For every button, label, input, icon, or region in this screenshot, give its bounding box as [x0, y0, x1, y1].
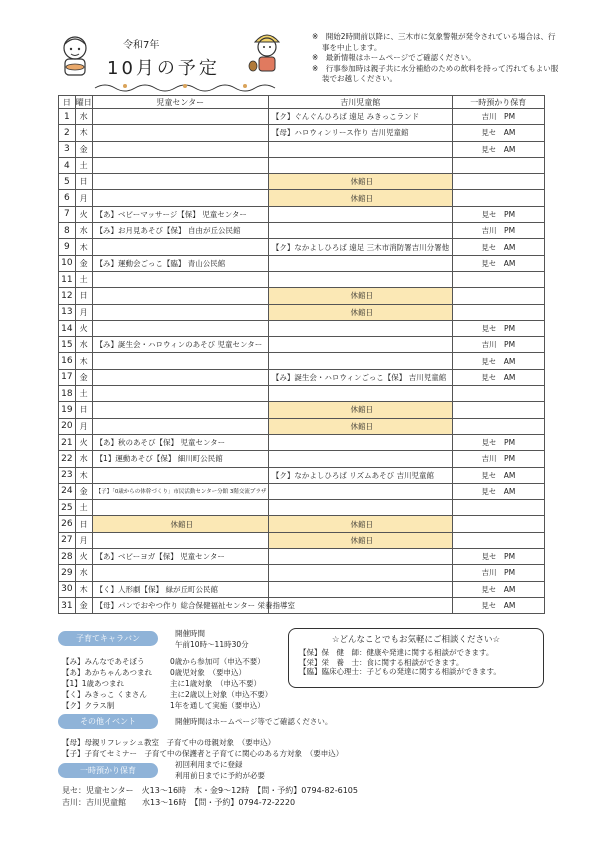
table-row: [59, 141, 545, 157]
day-cell: 26: [59, 516, 76, 532]
weekday-cell: 金: [75, 597, 92, 613]
temporary-care-cell: [452, 271, 544, 287]
table-row: [59, 483, 545, 499]
children-center-cell: 【母】パンでおやつ作り 総合保健福祉センター 栄養指導室: [92, 597, 268, 613]
day-cell: 21: [59, 434, 76, 450]
weekday-cell: 木: [75, 239, 92, 255]
children-center-cell: 【く】人形劇【保】 緑が丘町公民館: [92, 581, 268, 597]
table-row: [59, 239, 545, 255]
table-row: [59, 418, 545, 434]
table-row: [59, 353, 545, 369]
children-center-cell: 【子】「0歳からの体幹づくり」市民活動センター分館 3階交流プラザ: [92, 483, 268, 499]
children-center-cell: [92, 271, 268, 287]
children-center-cell: [92, 418, 268, 434]
temporary-care-cell: 見セ AM: [452, 255, 544, 271]
weekday-cell: 月: [75, 304, 92, 320]
caravan-item-name: 【1】1歳あつまれ: [62, 679, 125, 688]
yokawa-hall-cell: [268, 206, 452, 222]
weekday-cell: 日: [75, 288, 92, 304]
temporary-care-cell: 吉川 PM: [452, 451, 544, 467]
caravan-item: [62, 667, 282, 678]
temporary-care-cell: [452, 288, 544, 304]
children-center-cell: [92, 320, 268, 336]
caravan-hours: [175, 628, 249, 650]
caravan-item: [62, 678, 282, 689]
yokawa-hall-cell: [268, 581, 452, 597]
yokawa-hall-cell: 休館日: [268, 174, 452, 190]
yokawa-hall-cell: [268, 223, 452, 239]
yokawa-hall-cell: 【ク】ぐんぐんひろば 遠足 みきっこランド: [268, 109, 452, 125]
children-center-cell: 【あ】ベビーヨガ【保】 児童センター: [92, 549, 268, 565]
event-item: 【母】母親リフレッシュ教室 子育て中の母親対象 （要申込）: [62, 738, 276, 747]
event-item: 【子】子育てセミナー 子育て中の保護者と子育てに関心のある方対象 （要申込）: [62, 749, 344, 758]
table-row: [59, 255, 545, 271]
consultation-row: 【保】保 健 師：健康や発達に関する相談ができます。: [299, 648, 494, 657]
caravan-hours-title: 開催時間: [175, 629, 205, 638]
weekday-cell: 金: [75, 255, 92, 271]
yokawa-hall-cell: [268, 434, 452, 450]
table-row: [59, 402, 545, 418]
consultation-row: 【臨】臨床心理士：子どもの発達に関する相談ができます。: [299, 667, 501, 676]
children-center-cell: [92, 369, 268, 385]
weekday-cell: 水: [75, 109, 92, 125]
temporary-care-cell: 見セ AM: [452, 369, 544, 385]
day-cell: 10: [59, 255, 76, 271]
temporary-care-cell: [452, 402, 544, 418]
day-cell: 30: [59, 581, 76, 597]
weekday-cell: 火: [75, 549, 92, 565]
yokawa-hall-cell: 休館日: [268, 402, 452, 418]
temporary-care-cell: 見セ AM: [452, 597, 544, 613]
children-center-cell: [92, 565, 268, 581]
weekday-cell: 水: [75, 337, 92, 353]
children-center-cell: 【み】誕生会・ハロウィンのあそび 児童センター: [92, 337, 268, 353]
yokawa-hall-cell: 【ク】なかよしひろば 遠足 三木市消防署吉川分署他: [268, 239, 452, 255]
day-cell: 19: [59, 402, 76, 418]
day-cell: 11: [59, 271, 76, 287]
day-cell: 29: [59, 565, 76, 581]
yokawa-hall-cell: [268, 549, 452, 565]
day-cell: 3: [59, 141, 76, 157]
yokawa-hall-cell: [268, 255, 452, 271]
child-illustration-icon: [55, 34, 95, 82]
table-row: [59, 174, 545, 190]
weekday-cell: 日: [75, 402, 92, 418]
header-children-center: 児童センター: [92, 96, 268, 109]
table-row: [59, 320, 545, 336]
temporary-care-cell: [452, 500, 544, 516]
weekday-cell: 日: [75, 516, 92, 532]
yokawa-hall-cell: [268, 386, 452, 402]
events-label: その他イベント: [58, 714, 158, 729]
day-cell: 1: [59, 109, 76, 125]
yokawa-hall-cell: [268, 353, 452, 369]
children-center-cell: [92, 304, 268, 320]
page-header: [55, 30, 285, 100]
children-center-cell: [92, 353, 268, 369]
children-center-cell: [92, 386, 268, 402]
day-cell: 12: [59, 288, 76, 304]
yokawa-hall-cell: [268, 565, 452, 581]
weekday-cell: 土: [75, 500, 92, 516]
yokawa-hall-cell: [268, 451, 452, 467]
table-row: [59, 581, 545, 597]
events-note: 開催時間はホームページ等でご確認ください。: [175, 717, 333, 726]
note-item: ※ 行事参加時は親子共に水分補給のための飲料を持って汚れてもよい服装でお越しください。: [312, 63, 559, 83]
children-center-cell: [92, 190, 268, 206]
day-cell: 17: [59, 369, 76, 385]
caravan-item-name: 【み】みんなであそぼう: [62, 657, 145, 666]
day-cell: 25: [59, 500, 76, 516]
consultation-box: [288, 628, 544, 688]
caravan-list: [62, 656, 282, 711]
table-row: [59, 206, 545, 222]
yokawa-hall-cell: [268, 500, 452, 516]
yokawa-hall-cell: 【ク】なかよしひろば リズムあそび 吉川児童館: [268, 467, 452, 483]
yokawa-hall-cell: 休館日: [268, 288, 452, 304]
children-center-cell: [92, 288, 268, 304]
day-cell: 15: [59, 337, 76, 353]
temporary-care-cell: 見セ PM: [452, 206, 544, 222]
children-center-cell: [92, 125, 268, 141]
weekday-cell: 火: [75, 206, 92, 222]
yokawa-hall-cell: [268, 320, 452, 336]
table-row: [59, 549, 545, 565]
yokawa-hall-cell: 【母】ハロウィンリース作り 吉川児童館: [268, 125, 452, 141]
temporary-care-cell: 見セ AM: [452, 141, 544, 157]
table-row: [59, 532, 545, 548]
table-row: [59, 337, 545, 353]
weekday-cell: 日: [75, 174, 92, 190]
childcare-notes: [175, 759, 265, 781]
child-with-acorn-icon: [247, 30, 287, 78]
schedule-table: [58, 95, 545, 614]
weekday-cell: 土: [75, 157, 92, 173]
weekday-cell: 月: [75, 532, 92, 548]
caravan-label: 子育てキャラバン: [58, 631, 158, 646]
note-item: ※ 最新情報はホームページでご確認ください。: [312, 53, 476, 62]
yokawa-hall-cell: 休館日: [268, 190, 452, 206]
header-temporary-care: 一時預かり保育: [452, 96, 544, 109]
day-cell: 8: [59, 223, 76, 239]
weekday-cell: 月: [75, 418, 92, 434]
leaf-border-icon: [95, 82, 275, 94]
weekday-cell: 木: [75, 125, 92, 141]
caravan-item: [62, 656, 282, 667]
yokawa-hall-cell: 【み】誕生会・ハロウィンごっこ【保】 吉川児童館: [268, 369, 452, 385]
childcare-contact-line: 吉川：吉川児童館 水13～16時 【問・予約】0794-72-2220: [62, 798, 296, 807]
temporary-care-cell: 吉川 PM: [452, 565, 544, 581]
weekday-cell: 金: [75, 141, 92, 157]
temporary-care-cell: 見セ AM: [452, 239, 544, 255]
children-center-cell: [92, 239, 268, 255]
children-center-cell: 【あ】秋のあそび【保】 児童センター: [92, 434, 268, 450]
childcare-label: 一時預かり保育: [58, 763, 158, 778]
day-cell: 23: [59, 467, 76, 483]
day-cell: 9: [59, 239, 76, 255]
events-list: [62, 737, 343, 759]
table-header-row: [59, 96, 545, 109]
day-cell: 22: [59, 451, 76, 467]
weekday-cell: 木: [75, 353, 92, 369]
weekday-cell: 木: [75, 581, 92, 597]
day-cell: 16: [59, 353, 76, 369]
header-weekday: 曜日: [75, 97, 92, 107]
childcare-note: 利用前日までに予約が必要: [175, 771, 265, 780]
caravan-item-target: 0歳児対象 （要申込）: [170, 668, 247, 677]
children-center-cell: [92, 532, 268, 548]
yokawa-hall-cell: [268, 271, 452, 287]
day-cell: 6: [59, 190, 76, 206]
children-center-cell: [92, 141, 268, 157]
weekday-cell: 火: [75, 434, 92, 450]
day-cell: 13: [59, 304, 76, 320]
day-cell: 31: [59, 597, 76, 613]
table-row: [59, 451, 545, 467]
temporary-care-cell: [452, 157, 544, 173]
weekday-cell: 水: [75, 451, 92, 467]
day-cell: 7: [59, 206, 76, 222]
temporary-care-cell: [452, 304, 544, 320]
weekday-cell: 金: [75, 483, 92, 499]
day-cell: 20: [59, 418, 76, 434]
children-center-cell: [92, 402, 268, 418]
table-row: [59, 467, 545, 483]
era-label: 令和7年: [123, 40, 160, 51]
temporary-care-cell: 見セ PM: [452, 434, 544, 450]
childcare-contact-line: 見セ：児童センター 火13～16時 木・金9～12時 【問・予約】0794-82-6105: [62, 786, 358, 795]
children-center-cell: [92, 109, 268, 125]
yokawa-hall-cell: 休館日: [268, 304, 452, 320]
yokawa-hall-cell: 休館日: [268, 418, 452, 434]
weekday-cell: 水: [75, 223, 92, 239]
temporary-care-cell: 見セ AM: [452, 483, 544, 499]
temporary-care-cell: 見セ PM: [452, 549, 544, 565]
yokawa-hall-cell: [268, 483, 452, 499]
header-yokawa-hall: 吉川児童館: [268, 96, 452, 109]
children-center-cell: 【あ】ベビーマッサージ【保】 児童センター: [92, 206, 268, 222]
caravan-item-name: 【ク】クラス制: [62, 701, 115, 710]
temporary-care-cell: [452, 386, 544, 402]
weekday-cell: 水: [75, 565, 92, 581]
yokawa-hall-cell: [268, 337, 452, 353]
children-center-cell: 【1】運動あそび【保】 細川町公民館: [92, 451, 268, 467]
header-day: 日: [59, 96, 76, 109]
day-cell: 4: [59, 157, 76, 173]
table-row: [59, 434, 545, 450]
caravan-item: [62, 700, 282, 711]
table-row: [59, 223, 545, 239]
caravan-item-target: 主に2歳以上対象（申込不要）: [170, 690, 273, 699]
note-item: ※ 開始2時間前以降に、三木市に気象警報が発令されている場合は、行事を中止します。: [312, 32, 556, 52]
weekday-cell: 木: [75, 467, 92, 483]
caravan-item-target: 0歳から参加可（申込不要）: [170, 657, 265, 666]
temporary-care-cell: 見セ PM: [452, 320, 544, 336]
temporary-care-cell: 見セ AM: [452, 581, 544, 597]
children-center-cell: 【み】運動会ごっこ【臨】 青山公民館: [92, 255, 268, 271]
weekday-cell: 火: [75, 320, 92, 336]
day-cell: 14: [59, 320, 76, 336]
childcare-contacts: [62, 785, 358, 809]
day-cell: 27: [59, 532, 76, 548]
weekday-cell: 土: [75, 271, 92, 287]
yokawa-hall-cell: 休館日: [268, 516, 452, 532]
children-center-cell: [92, 500, 268, 516]
temporary-care-cell: 吉川 PM: [452, 223, 544, 239]
temporary-care-cell: 見セ AM: [452, 353, 544, 369]
notes-block: [312, 32, 562, 85]
temporary-care-cell: 吉川 PM: [452, 109, 544, 125]
temporary-care-cell: [452, 418, 544, 434]
day-cell: 2: [59, 125, 76, 141]
temporary-care-cell: 見セ AM: [452, 125, 544, 141]
table-row: [59, 500, 545, 516]
yokawa-hall-cell: 休館日: [268, 532, 452, 548]
caravan-item-target: 主に1歳対象 （申込不要）: [170, 679, 262, 688]
table-row: [59, 516, 545, 532]
caravan-item: [62, 689, 282, 700]
consultation-row: 【栄】栄 養 士：食に関する相談ができます。: [299, 657, 464, 667]
yokawa-hall-cell: [268, 157, 452, 173]
yokawa-hall-cell: [268, 597, 452, 613]
table-row: [59, 369, 545, 385]
page-title: 10月の予定: [107, 58, 220, 79]
temporary-care-cell: [452, 532, 544, 548]
children-center-cell: 【み】お月見あそび【保】 自由が丘公民館: [92, 223, 268, 239]
caravan-item-target: 1年を通して実施（要申込）: [170, 701, 265, 710]
caravan-item-name: 【あ】あかちゃんあつまれ: [62, 668, 152, 677]
table-row: [59, 271, 545, 287]
yokawa-hall-cell: [268, 141, 452, 157]
day-cell: 5: [59, 174, 76, 190]
table-row: [59, 109, 545, 125]
table-row: [59, 288, 545, 304]
table-row: [59, 386, 545, 402]
childcare-note: 初回利用までに登録: [175, 760, 243, 769]
consultation-title: ☆どんなことでもお気軽にご相談ください☆: [331, 635, 501, 645]
table-row: [59, 565, 545, 581]
children-center-cell: [92, 467, 268, 483]
weekday-cell: 土: [75, 386, 92, 402]
day-cell: 24: [59, 483, 76, 499]
children-center-cell: [92, 174, 268, 190]
caravan-item-name: 【く】みきっこ くまさん: [62, 690, 147, 699]
caravan-hours-value: 午前10時～11時30分: [175, 640, 249, 649]
temporary-care-cell: [452, 190, 544, 206]
temporary-care-cell: [452, 174, 544, 190]
weekday-cell: 月: [75, 190, 92, 206]
table-row: [59, 157, 545, 173]
temporary-care-cell: [452, 516, 544, 532]
temporary-care-cell: 見セ AM: [452, 467, 544, 483]
table-row: [59, 304, 545, 320]
day-cell: 18: [59, 386, 76, 402]
table-row: [59, 597, 545, 613]
children-center-cell: 休館日: [92, 516, 268, 532]
weekday-cell: 金: [75, 369, 92, 385]
day-cell: 28: [59, 549, 76, 565]
temporary-care-cell: 吉川 PM: [452, 337, 544, 353]
children-center-cell: [92, 157, 268, 173]
table-row: [59, 125, 545, 141]
table-row: [59, 190, 545, 206]
